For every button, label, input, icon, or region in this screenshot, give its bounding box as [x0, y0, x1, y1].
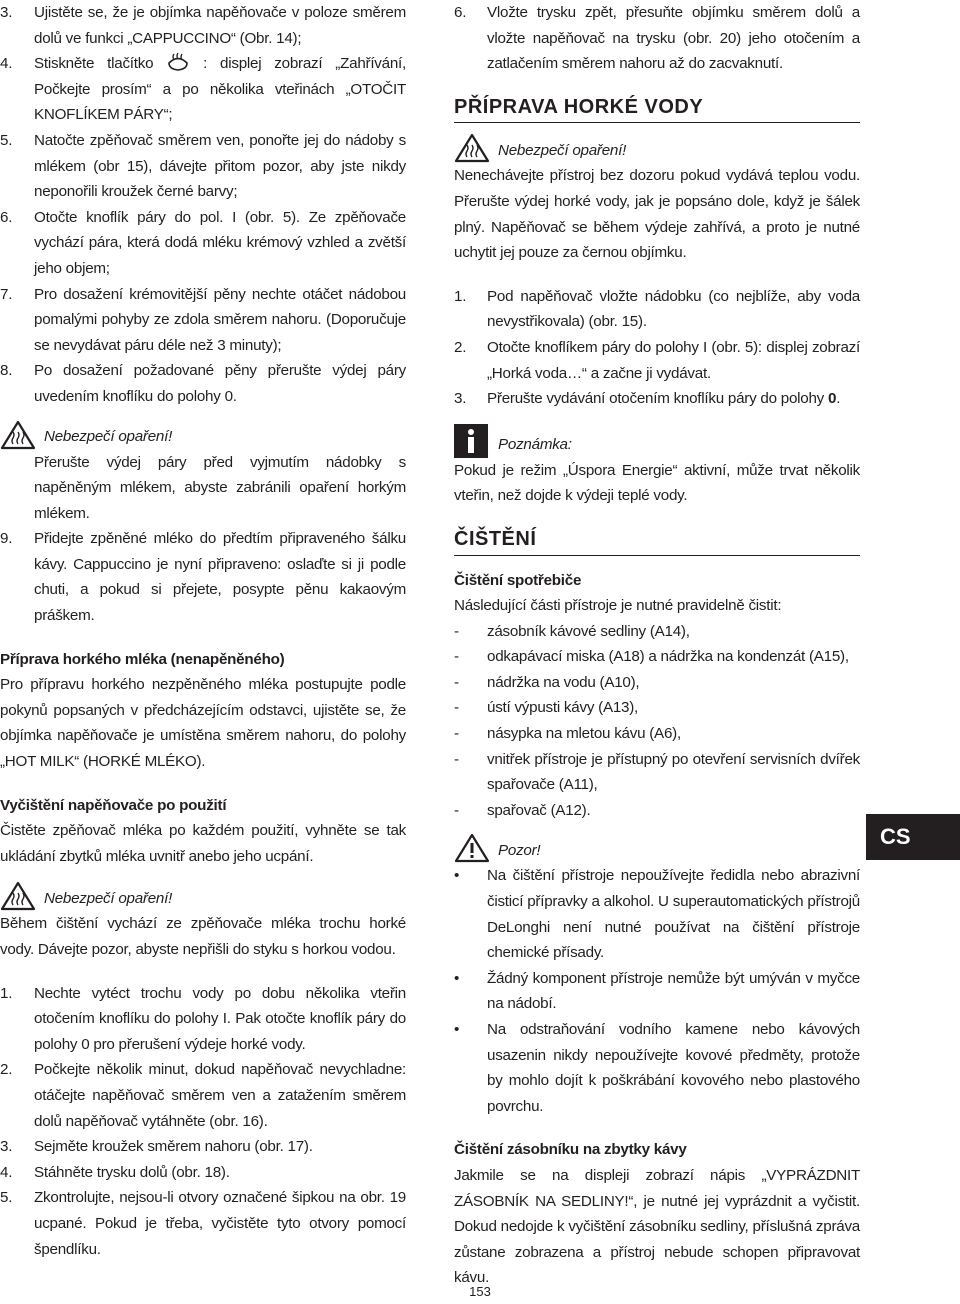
- language-tab: CS: [866, 814, 960, 860]
- section-title-cleaning: ČIŠTĚNÍ: [454, 527, 860, 556]
- scald-warning: Nebezpečí opaření!: [454, 133, 860, 163]
- list-item: 5. Natočte zpěňovač směrem ven, ponořte jej do nádoby s mlékem (obr 15), dávejte přitom pozor, aby jste nikdy neponořili kroužek černé barvy;: [0, 131, 406, 201]
- hot-surface-warning-icon: [0, 881, 36, 911]
- list-item: - vnitřek přístroje je přístupný po otevření servisních dvířek spařovače (A11),: [454, 750, 860, 794]
- list-item: • Na čištění přístroje nepoužívejte ředidla nebo abrazivní čisticí přípravky a alkohol. U superautomatických přístrojů DeLonghi není nutné používat na čištění přístroje chemické přísady.: [454, 867, 860, 962]
- list-item: 9. Přidejte zpěněné mléko do předtím připraveného šálku kávy. Cappuccino je nyní připraveno: oslaďte si ji podle chuti, a pokud si přejete, posypte pěnu kakaovým práškem.: [0, 530, 406, 625]
- scald-warning: Nebezpečí opaření!: [0, 420, 406, 450]
- note: Poznámka:: [454, 424, 860, 458]
- list-item: 3. Sejměte kroužek směrem nahoru (obr. 17).: [0, 1138, 313, 1156]
- list-item: - zásobník kávové sedliny (A14),: [454, 622, 690, 640]
- scald-warning: Nebezpečí opaření!: [0, 881, 406, 911]
- page-number: 153: [469, 1284, 491, 1299]
- steps-b: [0, 526, 406, 628]
- steps-a: [0, 0, 406, 410]
- list-item: 4. Stiskněte tlačítko : displej zobrazí „Zahřívání, Počkejte prosím“ a po několika vteřinách „OTOČIT KNOFLÍKEM PÁRY“;: [0, 51, 406, 128]
- list-item: 7. Pro dosažení krémovitější pěny nechte otáčet nádobou pomalými pohyby ze zdola směrem nahoru. (Doporučuje se nevydávat páru déle než 3 minuty);: [0, 285, 406, 354]
- hot-surface-warning-icon: [0, 420, 36, 450]
- list-item: 2. Počkejte několik minut, dokud napěňovač nevychladne: otáčejte napěňovač směrem ven a zatažením směrem dolů napěňovač vytáhněte (obr. 16).: [0, 1061, 406, 1130]
- list-item: - nádržka na vodu (A10),: [454, 673, 640, 691]
- list-item: 4. Stáhněte trysku dolů (obr. 18).: [0, 1163, 230, 1181]
- list-item: 3. Přerušte vydávání otočením knoflíku páry do polohy 0.: [454, 390, 841, 408]
- list-item: • Žádný komponent přístroje nemůže být umýván v myčce na nádobí.: [454, 969, 860, 1013]
- section-title-hot-water: PŘÍPRAVA HORKÉ VODY: [454, 95, 860, 124]
- list-item: 1. Pod napěňovač vložte nádobku (co nejblíže, aby voda nevystřikovala) (obr. 15).: [454, 287, 860, 331]
- caution: Pozor!: [454, 833, 860, 863]
- steam-button-icon: [166, 52, 190, 72]
- caution-triangle-icon: [454, 833, 490, 863]
- parts-list: [454, 619, 860, 824]
- section-heading: Čištění spotřebiče: [454, 571, 582, 589]
- section-heading: Čištění zásobníku na zbytky kávy: [454, 1141, 687, 1159]
- caution-list: [454, 863, 860, 1119]
- list-item: 6. Otočte knoflík páry do pol. I (obr. 5). Ze zpěňovače vychází pára, která dodá mléku krémový vzhled a zvětší jeho objem;: [0, 208, 406, 277]
- list-item: 1. Nechte vytéct trochu vody po dobu několika vteřin otočením knoflíku do polohy I. Pak otočte knoflík páry do polohy 0 pro přerušení výdeje horké vody.: [0, 984, 406, 1053]
- list-item: - odkapávací miska (A18) a nádržka na kondenzát (A15),: [454, 648, 849, 666]
- steps-c: [0, 981, 406, 1263]
- list-item: 3. Ujistěte se, že je objímka napěňovače v poloze směrem dolů ve funkci „CAPPUCCINO“ (Obr. 14);: [0, 4, 406, 47]
- list-item: 8. Po dosažení požadované pěny přerušte výdej páry uvedením knoflíku do polohy 0.: [0, 362, 406, 405]
- list-item: 5. Zkontrolujte, nejsou-li otvory označené šipkou na obr. 19 ucpané. Pokud je třeba, vyčistěte tyto otvory pomocí špendlíku.: [0, 1189, 406, 1258]
- section-heading: Příprava horkého mléka (nenapěněného): [0, 650, 285, 668]
- right-column: 6. Vložte trysku zpět, přesuňte objímku směrem dolů a vložte napěňovač na trysku (obr. 20) jeho otočením a zatlačením směrem nahoru až do zacvaknutí. PŘÍPRAVA HORKÉ VODY Nebezpečí opaření! Nenechávejte přístroj bez dozoru pokud vydává teplou vodu. Přerušte výdej horké vody, jak je popsáno dole, když je šálek plný. Napěňovač se během výdeje zahřívá, a proto je nutné uchytit jej pouze za černou objímku. 1. Pod napěňovač vložte nádobku (co nejblíže, aby voda nevystřikovala) (obr. 15). 2. Otočte knoflíkem páry do polohy I (obr. 5): displej zobrazí „Horká voda…“ a začne ji vydávat. 3. Přerušte vydávání otočením knoflíku páry do polohy 0. Poznámka: Pokud je režim „Úspora Energie“ aktivní, může trvat několik vteřin, než dojde k výdeji teplé vody. ČIŠTĚNÍ Čištění spotřebiče Následující části přístroje je nutné pravidelně čistit: - zásobník kávové sedliny (A14), - odkapávací miska (A18) a nádržka na kondenzát (A15), - nádržka na vodu (A10), - ústí výpusti kávy (A13), - násypka na mletou kávu (A6), - vnitřek přístroje je přístupný po otevření servisních dvířek spařovače (A11), - spařovač (A12). Pozor! • Na čištění přístroje nepoužívejte ředidla nebo abrazivní čisticí přípravky a alkohol. U superautomatických přístrojů DeLonghi není nutné používat na čištění přístroje chemické přísady. • Žádný komponent přístroje nemůže být umýván v myčce na nádobí. • Na odstraňování vodního kamene nebo kávových usazenin nikdy nepoužívejte kovové předměty, protože by mohlo dojít k poškrábání kovového nebo plastového povrchu. Čištění zásobníku na zbytky kávy Jakmile se na displeji zobrazí nápis „VYPRÁZDNIT ZÁSOBNÍK NA SEDLINY!“, je nutné jej vyprázdnit a vyčistit. Dokud nedojde k vyčištění zásobníku sedliny, příslušná zpráva zůstane zobrazena a přístroj nebude schopen připravovat kávu.: [454, 0, 860, 1291]
- list-item: 6. Vložte trysku zpět, přesuňte objímku směrem dolů a vložte napěňovač na trysku (obr. 20) jeho otočením a zatlačením směrem nahoru až do zacvaknutí.: [454, 4, 860, 73]
- list-item: 2. Otočte knoflíkem páry do polohy I (obr. 5): displej zobrazí „Horká voda…“ a začne ji vydávat.: [454, 338, 860, 382]
- list-item: - násypka na mletou kávu (A6),: [454, 725, 681, 743]
- left-column: 3. Ujistěte se, že je objímka napěňovače v poloze směrem dolů ve funkci „CAPPUCCINO“ (Obr. 14); 4. Stiskněte tlačítko : displej zobrazí „Zahřívání, Počkejte prosím“ a po několika vteřinách „OTOČIT KNOFLÍKEM PÁRY“; 5. Natočte zpěňovač směrem ven, ponořte jej do nádoby s mlékem (obr 15), dávejte přitom pozor, aby jste nikdy neponořili kroužek černé barvy; 6. Otočte knoflík páry do pol. I (obr. 5). Ze zpěňovače vychází pára, která dodá mléku krémový vzhled a zvětší jeho objem; 7. Pro dosažení krémovitější pěny nechte otáčet nádobou pomalými pohyby ze zdola směrem nahoru. (Doporučuje se nevydávat páru déle než 3 minuty); 8. Po dosažení požadované pěny přerušte výdej páry uvedením knoflíku do polohy 0. Nebezpečí opaření! Přerušte výdej páry před vyjmutím nádobky s napěněným mlékem, abyste zabránili opaření horkým mlékem. 9. Přidejte zpěněné mléko do předtím připraveného šálku kávy. Cappuccino je nyní připraveno: oslaďte si ji podle chuti, a pokud si přejete, posypte pěnu kakaovým práškem. Příprava horkého mléka (nenapěněného) Pro přípravu horkého nezpěněného mléka postupujte podle pokynů popsaných v předcházejícím odstavci, ujistěte se, že objímka napěňovače je umístěna směrem nahoru, do polohy „HOT MILK“ (HORKÉ MLÉKO). Vyčištění napěňovače po použití Čistěte zpěňovač mléka po každém použití, vyhněte se tak ukládání zbytků mléka uvnitř anebo jeho ucpání. Nebezpečí opaření! Během čištění vychází ze zpěňovače mléka trochu horké vody. Dávejte pozor, abyste nepřišli do styku s horkou vodou. 1. Nechte vytéct trochu vody po dobu několika vteřin otočením knoflíku do polohy I. Pak otočte knoflík páry do polohy 0 pro přerušení výdeje horké vody. 2. Počkejte několik minut, dokud napěňovač nevychladne: otáčejte napěňovač směrem ven a zatažením směrem dolů napěňovač vytáhněte (obr. 16). 3. Sejměte kroužek směrem nahoru (obr. 17). 4. Stáhněte trysku dolů (obr. 18). 5. Zkontrolujte, nejsou-li otvory označené šipkou na obr. 19 ucpané. Pokud je třeba, vyčistěte tyto otvory pomocí špendlíku.: [0, 0, 406, 1262]
- list-item: - spařovač (A12).: [454, 801, 591, 819]
- list-item: • Na odstraňování vodního kamene nebo kávových usazenin nikdy nepoužívejte kovové předměty, protože by mohlo dojít k poškrábání kovového nebo plastového povrchu.: [454, 1021, 860, 1115]
- section-heading: Vyčištění napěňovače po použití: [0, 796, 227, 814]
- info-icon: [454, 424, 488, 458]
- list-item: - ústí výpusti kávy (A13),: [454, 699, 638, 717]
- hot-surface-warning-icon: [454, 133, 490, 163]
